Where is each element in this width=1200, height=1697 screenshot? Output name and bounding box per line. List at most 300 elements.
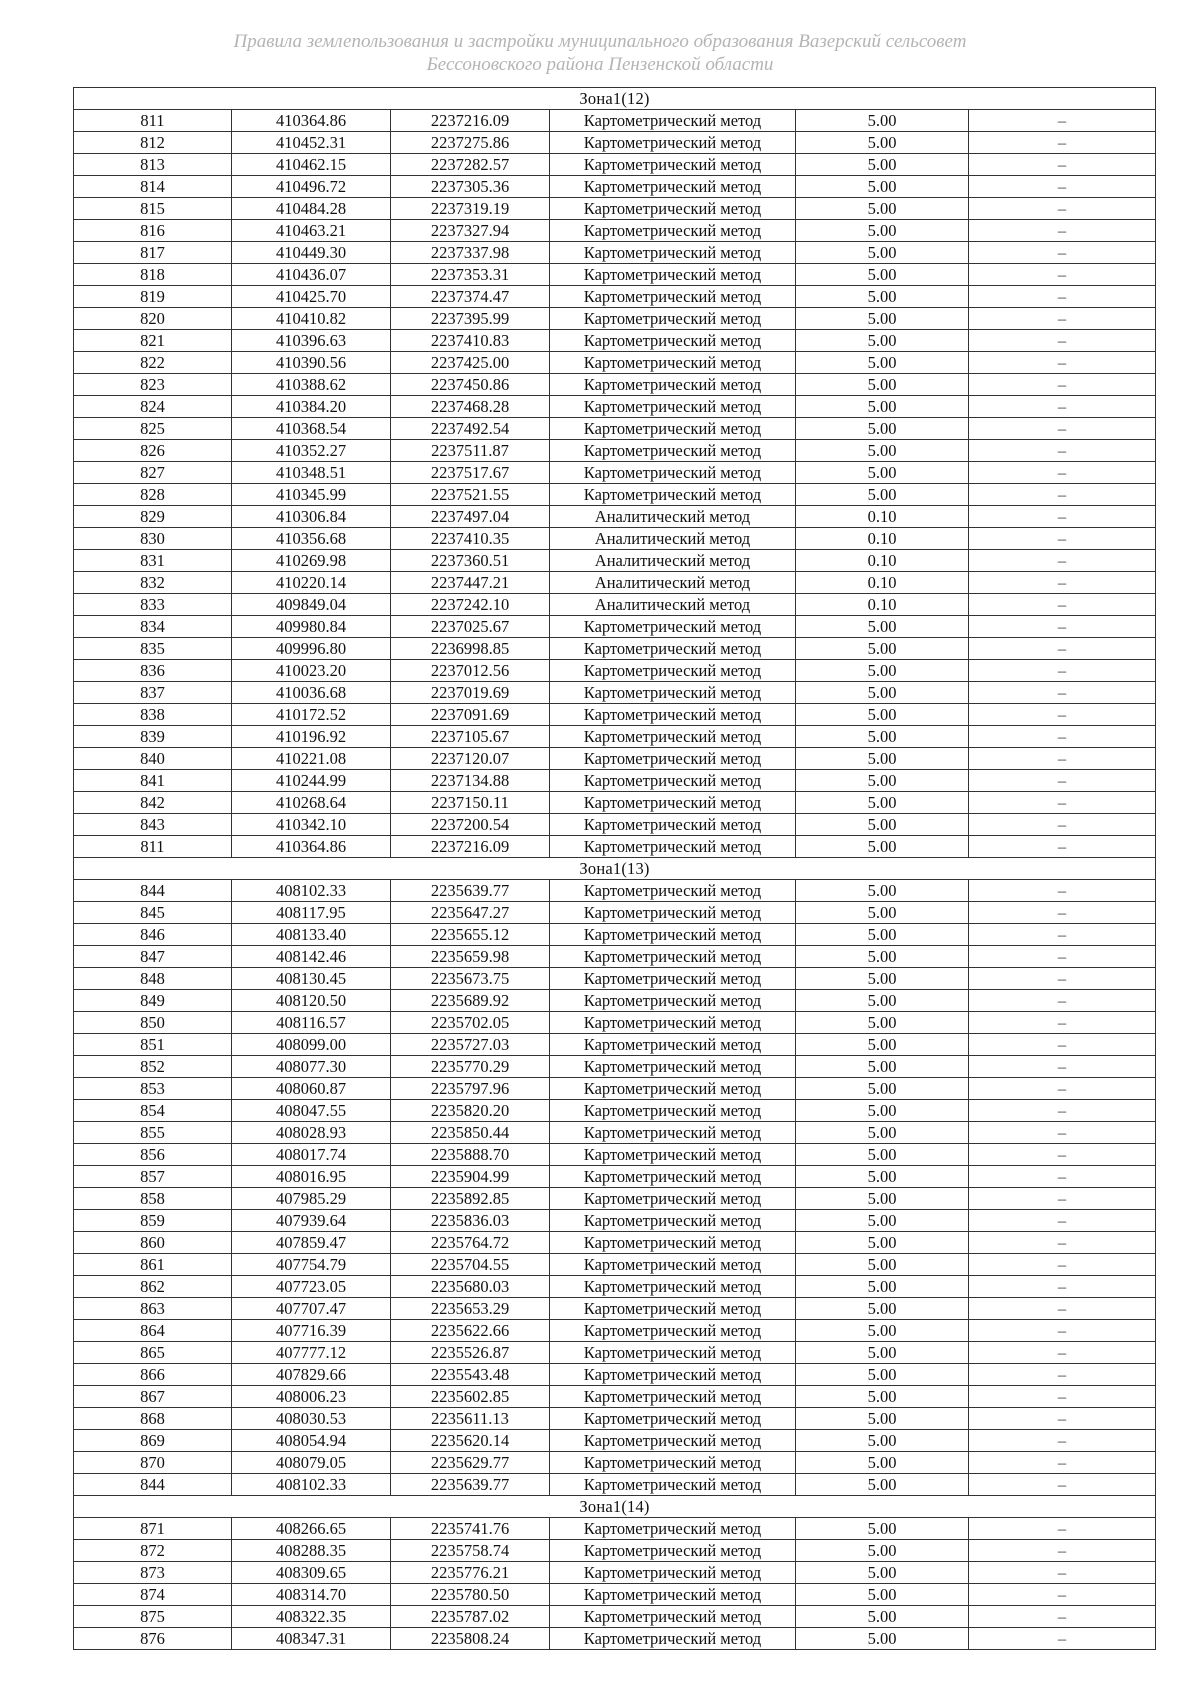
x-coordinate-cell: 409849.04 — [232, 594, 391, 616]
accuracy-cell: 5.00 — [796, 440, 969, 462]
description-cell: – — [969, 748, 1156, 770]
table-row — [74, 308, 1156, 330]
description-cell: – — [969, 638, 1156, 660]
point-number-cell: 826 — [74, 440, 232, 462]
table-row — [74, 374, 1156, 396]
table-row — [74, 990, 1156, 1012]
y-coordinate-cell: 2237395.99 — [391, 308, 550, 330]
table-row — [74, 946, 1156, 968]
y-coordinate-cell: 2237492.54 — [391, 418, 550, 440]
point-number-cell: 833 — [74, 594, 232, 616]
method-cell: Картометрический метод — [550, 1408, 796, 1430]
method-cell: Картометрический метод — [550, 682, 796, 704]
accuracy-cell: 5.00 — [796, 1166, 969, 1188]
y-coordinate-cell: 2235611.13 — [391, 1408, 550, 1430]
table-row — [74, 550, 1156, 572]
zone-header-row — [74, 1496, 1156, 1518]
method-cell: Картометрический метод — [550, 286, 796, 308]
point-number-cell: 872 — [74, 1540, 232, 1562]
point-number-cell: 824 — [74, 396, 232, 418]
point-number-cell: 819 — [74, 286, 232, 308]
accuracy-cell: 5.00 — [796, 352, 969, 374]
method-cell: Картометрический метод — [550, 330, 796, 352]
method-cell: Аналитический метод — [550, 594, 796, 616]
accuracy-cell: 5.00 — [796, 220, 969, 242]
accuracy-cell: 5.00 — [796, 946, 969, 968]
accuracy-cell: 5.00 — [796, 418, 969, 440]
description-cell: – — [969, 1628, 1156, 1650]
x-coordinate-cell: 410452.31 — [232, 132, 391, 154]
x-coordinate-cell: 410463.21 — [232, 220, 391, 242]
point-number-cell: 842 — [74, 792, 232, 814]
table-row — [74, 924, 1156, 946]
point-number-cell: 822 — [74, 352, 232, 374]
point-number-cell: 861 — [74, 1254, 232, 1276]
point-number-cell: 848 — [74, 968, 232, 990]
accuracy-cell: 5.00 — [796, 198, 969, 220]
method-cell: Картометрический метод — [550, 110, 796, 132]
point-number-cell: 828 — [74, 484, 232, 506]
point-number-cell: 869 — [74, 1430, 232, 1452]
table-row — [74, 330, 1156, 352]
description-cell: – — [969, 836, 1156, 858]
x-coordinate-cell: 408133.40 — [232, 924, 391, 946]
point-number-cell: 874 — [74, 1584, 232, 1606]
y-coordinate-cell: 2235764.72 — [391, 1232, 550, 1254]
table-row — [74, 572, 1156, 594]
x-coordinate-cell: 410172.52 — [232, 704, 391, 726]
method-cell: Картометрический метод — [550, 1474, 796, 1496]
x-coordinate-cell: 410390.56 — [232, 352, 391, 374]
table-row — [74, 220, 1156, 242]
point-number-cell: 839 — [74, 726, 232, 748]
accuracy-cell: 5.00 — [796, 660, 969, 682]
method-cell: Картометрический метод — [550, 1518, 796, 1540]
method-cell: Картометрический метод — [550, 396, 796, 418]
description-cell: – — [969, 968, 1156, 990]
accuracy-cell: 5.00 — [796, 1430, 969, 1452]
y-coordinate-cell: 2237242.10 — [391, 594, 550, 616]
point-number-cell: 862 — [74, 1276, 232, 1298]
accuracy-cell: 5.00 — [796, 1100, 969, 1122]
point-number-cell: 871 — [74, 1518, 232, 1540]
description-cell: – — [969, 726, 1156, 748]
description-cell: – — [969, 572, 1156, 594]
y-coordinate-cell: 2235639.77 — [391, 1474, 550, 1496]
point-number-cell: 844 — [74, 1474, 232, 1496]
description-cell: – — [969, 154, 1156, 176]
table-row — [74, 726, 1156, 748]
accuracy-cell: 5.00 — [796, 1254, 969, 1276]
method-cell: Картометрический метод — [550, 1540, 796, 1562]
method-cell: Картометрический метод — [550, 1166, 796, 1188]
y-coordinate-cell: 2237497.04 — [391, 506, 550, 528]
x-coordinate-cell: 410364.86 — [232, 836, 391, 858]
table-row — [74, 132, 1156, 154]
table-row — [74, 1430, 1156, 1452]
x-coordinate-cell: 410023.20 — [232, 660, 391, 682]
x-coordinate-cell: 410244.99 — [232, 770, 391, 792]
accuracy-cell: 5.00 — [796, 154, 969, 176]
point-number-cell: 858 — [74, 1188, 232, 1210]
description-cell: – — [969, 1276, 1156, 1298]
y-coordinate-cell: 2235622.66 — [391, 1320, 550, 1342]
y-coordinate-cell: 2235888.70 — [391, 1144, 550, 1166]
table-row — [74, 814, 1156, 836]
point-number-cell: 875 — [74, 1606, 232, 1628]
x-coordinate-cell: 408017.74 — [232, 1144, 391, 1166]
x-coordinate-cell: 410410.82 — [232, 308, 391, 330]
method-cell: Картометрический метод — [550, 880, 796, 902]
table-row — [74, 1276, 1156, 1298]
accuracy-cell: 5.00 — [796, 1232, 969, 1254]
x-coordinate-cell: 410036.68 — [232, 682, 391, 704]
point-number-cell: 853 — [74, 1078, 232, 1100]
accuracy-cell: 5.00 — [796, 1342, 969, 1364]
point-number-cell: 847 — [74, 946, 232, 968]
header-line-1: Правила землепользования и застройки муниципального образования Вазерский сельсовет — [233, 31, 967, 52]
method-cell: Картометрический метод — [550, 836, 796, 858]
method-cell: Картометрический метод — [550, 462, 796, 484]
method-cell: Картометрический метод — [550, 1452, 796, 1474]
method-cell: Картометрический метод — [550, 704, 796, 726]
x-coordinate-cell: 410196.92 — [232, 726, 391, 748]
x-coordinate-cell: 407939.64 — [232, 1210, 391, 1232]
point-number-cell: 837 — [74, 682, 232, 704]
description-cell: – — [969, 1166, 1156, 1188]
method-cell: Картометрический метод — [550, 154, 796, 176]
table-row — [74, 1078, 1156, 1100]
accuracy-cell: 5.00 — [796, 638, 969, 660]
accuracy-cell: 5.00 — [796, 242, 969, 264]
zone-title: Зона1(12) — [74, 88, 1156, 110]
y-coordinate-cell: 2237200.54 — [391, 814, 550, 836]
point-number-cell: 864 — [74, 1320, 232, 1342]
table-row — [74, 1298, 1156, 1320]
accuracy-cell: 5.00 — [796, 1122, 969, 1144]
method-cell: Картометрический метод — [550, 198, 796, 220]
zone-title: Зона1(14) — [74, 1496, 1156, 1518]
y-coordinate-cell: 2237468.28 — [391, 396, 550, 418]
point-number-cell: 814 — [74, 176, 232, 198]
y-coordinate-cell: 2237019.69 — [391, 682, 550, 704]
accuracy-cell: 0.10 — [796, 506, 969, 528]
x-coordinate-cell: 410425.70 — [232, 286, 391, 308]
method-cell: Картометрический метод — [550, 902, 796, 924]
table-row — [74, 1188, 1156, 1210]
x-coordinate-cell: 410384.20 — [232, 396, 391, 418]
point-number-cell: 811 — [74, 110, 232, 132]
accuracy-cell: 5.00 — [796, 286, 969, 308]
table-row — [74, 176, 1156, 198]
method-cell: Картометрический метод — [550, 1012, 796, 1034]
description-cell: – — [969, 880, 1156, 902]
point-number-cell: 817 — [74, 242, 232, 264]
table-row — [74, 1584, 1156, 1606]
x-coordinate-cell: 409980.84 — [232, 616, 391, 638]
description-cell: – — [969, 1122, 1156, 1144]
x-coordinate-cell: 410348.51 — [232, 462, 391, 484]
y-coordinate-cell: 2235680.03 — [391, 1276, 550, 1298]
table-row — [74, 1628, 1156, 1650]
table-row — [74, 440, 1156, 462]
method-cell: Картометрический метод — [550, 726, 796, 748]
description-cell: – — [969, 1144, 1156, 1166]
x-coordinate-cell: 407985.29 — [232, 1188, 391, 1210]
x-coordinate-cell: 410306.84 — [232, 506, 391, 528]
description-cell: – — [969, 770, 1156, 792]
method-cell: Картометрический метод — [550, 1034, 796, 1056]
x-coordinate-cell: 408117.95 — [232, 902, 391, 924]
table-row — [74, 902, 1156, 924]
description-cell: – — [969, 1584, 1156, 1606]
method-cell: Аналитический метод — [550, 528, 796, 550]
y-coordinate-cell: 2235647.27 — [391, 902, 550, 924]
y-coordinate-cell: 2235741.76 — [391, 1518, 550, 1540]
table-row — [74, 1056, 1156, 1078]
description-cell: – — [969, 1034, 1156, 1056]
point-number-cell: 860 — [74, 1232, 232, 1254]
method-cell: Картометрический метод — [550, 1122, 796, 1144]
description-cell: – — [969, 440, 1156, 462]
x-coordinate-cell: 408079.05 — [232, 1452, 391, 1474]
x-coordinate-cell: 410436.07 — [232, 264, 391, 286]
description-cell: – — [969, 132, 1156, 154]
accuracy-cell: 5.00 — [796, 1188, 969, 1210]
y-coordinate-cell: 2237216.09 — [391, 110, 550, 132]
description-cell: – — [969, 462, 1156, 484]
y-coordinate-cell: 2237282.57 — [391, 154, 550, 176]
x-coordinate-cell: 410352.27 — [232, 440, 391, 462]
table-row — [74, 154, 1156, 176]
method-cell: Картометрический метод — [550, 968, 796, 990]
y-coordinate-cell: 2235702.05 — [391, 1012, 550, 1034]
accuracy-cell: 5.00 — [796, 682, 969, 704]
description-cell: – — [969, 616, 1156, 638]
description-cell: – — [969, 242, 1156, 264]
method-cell: Картометрический метод — [550, 308, 796, 330]
y-coordinate-cell: 2235704.55 — [391, 1254, 550, 1276]
description-cell: – — [969, 1452, 1156, 1474]
description-cell: – — [969, 550, 1156, 572]
y-coordinate-cell: 2235659.98 — [391, 946, 550, 968]
accuracy-cell: 5.00 — [796, 374, 969, 396]
x-coordinate-cell: 410484.28 — [232, 198, 391, 220]
table-row — [74, 1034, 1156, 1056]
method-cell: Картометрический метод — [550, 440, 796, 462]
table-row — [74, 462, 1156, 484]
method-cell: Картометрический метод — [550, 1188, 796, 1210]
table-row — [74, 1210, 1156, 1232]
point-number-cell: 813 — [74, 154, 232, 176]
accuracy-cell: 5.00 — [796, 902, 969, 924]
description-cell: – — [969, 1408, 1156, 1430]
x-coordinate-cell: 408054.94 — [232, 1430, 391, 1452]
table-row — [74, 748, 1156, 770]
point-number-cell: 816 — [74, 220, 232, 242]
point-number-cell: 850 — [74, 1012, 232, 1034]
description-cell: – — [969, 1232, 1156, 1254]
accuracy-cell: 5.00 — [796, 990, 969, 1012]
description-cell: – — [969, 528, 1156, 550]
point-number-cell: 815 — [74, 198, 232, 220]
method-cell: Картометрический метод — [550, 616, 796, 638]
description-cell: – — [969, 1254, 1156, 1276]
accuracy-cell: 5.00 — [796, 264, 969, 286]
method-cell: Картометрический метод — [550, 990, 796, 1012]
accuracy-cell: 5.00 — [796, 396, 969, 418]
description-cell: – — [969, 264, 1156, 286]
accuracy-cell: 5.00 — [796, 968, 969, 990]
table-row — [74, 1562, 1156, 1584]
y-coordinate-cell: 2237410.35 — [391, 528, 550, 550]
table-row — [74, 704, 1156, 726]
accuracy-cell: 5.00 — [796, 726, 969, 748]
point-number-cell: 834 — [74, 616, 232, 638]
accuracy-cell: 5.00 — [796, 1056, 969, 1078]
description-cell: – — [969, 1298, 1156, 1320]
table-row — [74, 1408, 1156, 1430]
point-number-cell: 849 — [74, 990, 232, 1012]
method-cell: Картометрический метод — [550, 770, 796, 792]
table-row — [74, 242, 1156, 264]
header-line-2: Бессоновского района Пензенской области — [426, 54, 774, 75]
point-number-cell: 854 — [74, 1100, 232, 1122]
method-cell: Картометрический метод — [550, 242, 796, 264]
y-coordinate-cell: 2237360.51 — [391, 550, 550, 572]
method-cell: Картометрический метод — [550, 924, 796, 946]
description-cell: – — [969, 1364, 1156, 1386]
x-coordinate-cell: 410462.15 — [232, 154, 391, 176]
y-coordinate-cell: 2237521.55 — [391, 484, 550, 506]
accuracy-cell: 5.00 — [796, 1408, 969, 1430]
y-coordinate-cell: 2235689.92 — [391, 990, 550, 1012]
table-row — [74, 616, 1156, 638]
method-cell: Картометрический метод — [550, 220, 796, 242]
point-number-cell: 856 — [74, 1144, 232, 1166]
accuracy-cell: 5.00 — [796, 1364, 969, 1386]
table-row — [74, 1254, 1156, 1276]
accuracy-cell: 5.00 — [796, 1562, 969, 1584]
method-cell: Картометрический метод — [550, 1144, 796, 1166]
y-coordinate-cell: 2235787.02 — [391, 1606, 550, 1628]
y-coordinate-cell: 2235892.85 — [391, 1188, 550, 1210]
table-row — [74, 110, 1156, 132]
table-row — [74, 1320, 1156, 1342]
y-coordinate-cell: 2235526.87 — [391, 1342, 550, 1364]
table-row — [74, 792, 1156, 814]
table-row — [74, 638, 1156, 660]
accuracy-cell: 5.00 — [796, 1276, 969, 1298]
description-cell: – — [969, 1518, 1156, 1540]
point-number-cell: 843 — [74, 814, 232, 836]
method-cell: Картометрический метод — [550, 1386, 796, 1408]
description-cell: – — [969, 594, 1156, 616]
x-coordinate-cell: 408102.33 — [232, 1474, 391, 1496]
accuracy-cell: 0.10 — [796, 572, 969, 594]
description-cell: – — [969, 352, 1156, 374]
y-coordinate-cell: 2236998.85 — [391, 638, 550, 660]
page-header — [0, 30, 1200, 76]
accuracy-cell: 5.00 — [796, 748, 969, 770]
y-coordinate-cell: 2237353.31 — [391, 264, 550, 286]
y-coordinate-cell: 2235673.75 — [391, 968, 550, 990]
accuracy-cell: 5.00 — [796, 110, 969, 132]
description-cell: – — [969, 484, 1156, 506]
table-row — [74, 1232, 1156, 1254]
description-cell: – — [969, 704, 1156, 726]
accuracy-cell: 5.00 — [796, 1628, 969, 1650]
method-cell: Картометрический метод — [550, 132, 796, 154]
method-cell: Картометрический метод — [550, 1276, 796, 1298]
y-coordinate-cell: 2235727.03 — [391, 1034, 550, 1056]
y-coordinate-cell: 2237012.56 — [391, 660, 550, 682]
accuracy-cell: 5.00 — [796, 924, 969, 946]
accuracy-cell: 5.00 — [796, 132, 969, 154]
accuracy-cell: 5.00 — [796, 484, 969, 506]
description-cell: – — [969, 1386, 1156, 1408]
description-cell: – — [969, 946, 1156, 968]
table-row — [74, 594, 1156, 616]
y-coordinate-cell: 2235820.20 — [391, 1100, 550, 1122]
point-number-cell: 832 — [74, 572, 232, 594]
point-number-cell: 841 — [74, 770, 232, 792]
description-cell: – — [969, 418, 1156, 440]
method-cell: Картометрический метод — [550, 1562, 796, 1584]
accuracy-cell: 5.00 — [796, 176, 969, 198]
y-coordinate-cell: 2235655.12 — [391, 924, 550, 946]
x-coordinate-cell: 410396.63 — [232, 330, 391, 352]
x-coordinate-cell: 408130.45 — [232, 968, 391, 990]
y-coordinate-cell: 2235653.29 — [391, 1298, 550, 1320]
table-row — [74, 1540, 1156, 1562]
method-cell: Картометрический метод — [550, 1606, 796, 1628]
point-number-cell: 821 — [74, 330, 232, 352]
x-coordinate-cell: 408322.35 — [232, 1606, 391, 1628]
table-row — [74, 506, 1156, 528]
table-row — [74, 1144, 1156, 1166]
x-coordinate-cell: 408030.53 — [232, 1408, 391, 1430]
table-row — [74, 418, 1156, 440]
y-coordinate-cell: 2237150.11 — [391, 792, 550, 814]
method-cell: Картометрический метод — [550, 1430, 796, 1452]
description-cell: – — [969, 176, 1156, 198]
point-number-cell: 857 — [74, 1166, 232, 1188]
table-row — [74, 1474, 1156, 1496]
description-cell: – — [969, 1100, 1156, 1122]
y-coordinate-cell: 2235776.21 — [391, 1562, 550, 1584]
accuracy-cell: 5.00 — [796, 462, 969, 484]
x-coordinate-cell: 407716.39 — [232, 1320, 391, 1342]
description-cell: – — [969, 682, 1156, 704]
point-number-cell: 820 — [74, 308, 232, 330]
description-cell: – — [969, 308, 1156, 330]
accuracy-cell: 5.00 — [796, 1078, 969, 1100]
coordinates-table-body — [74, 88, 1156, 1650]
y-coordinate-cell: 2235904.99 — [391, 1166, 550, 1188]
description-cell: – — [969, 924, 1156, 946]
method-cell: Картометрический метод — [550, 1298, 796, 1320]
y-coordinate-cell: 2235602.85 — [391, 1386, 550, 1408]
table-row — [74, 1122, 1156, 1144]
accuracy-cell: 0.10 — [796, 550, 969, 572]
accuracy-cell: 5.00 — [796, 1452, 969, 1474]
y-coordinate-cell: 2235770.29 — [391, 1056, 550, 1078]
point-number-cell: 852 — [74, 1056, 232, 1078]
y-coordinate-cell: 2237327.94 — [391, 220, 550, 242]
point-number-cell: 865 — [74, 1342, 232, 1364]
accuracy-cell: 5.00 — [796, 814, 969, 836]
